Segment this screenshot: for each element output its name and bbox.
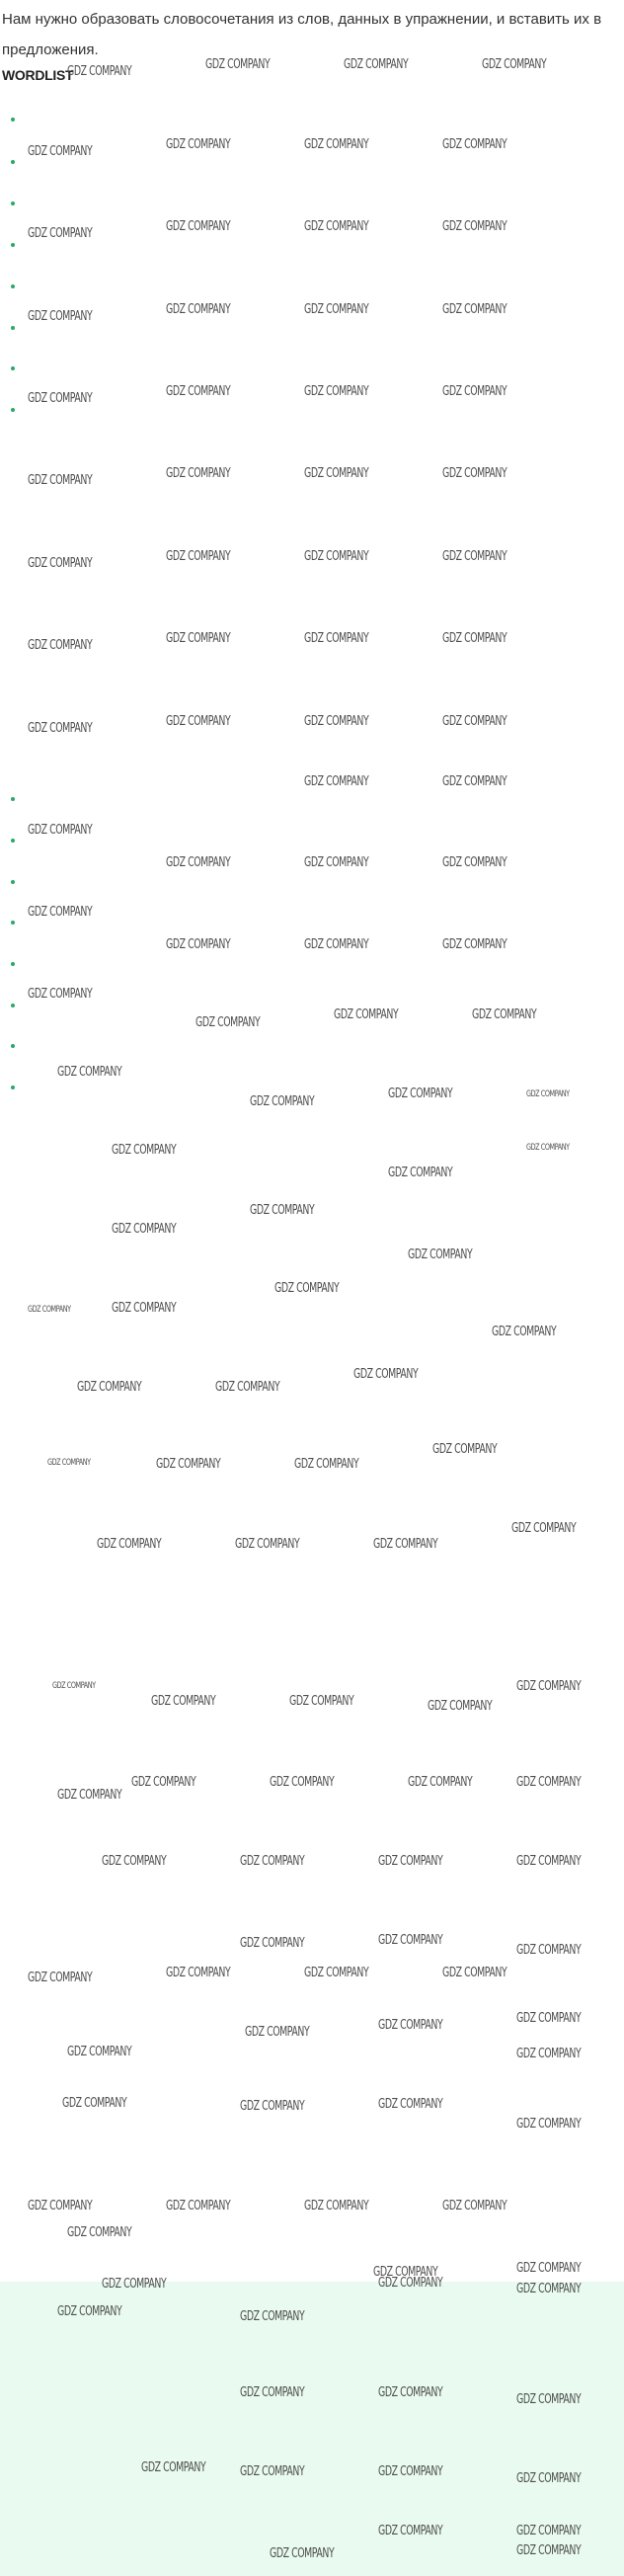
watermark-text: GDZ COMPANY xyxy=(408,1775,473,1790)
watermark-text: GDZ COMPANY xyxy=(28,638,93,653)
watermark-text: GDZ COMPANY xyxy=(28,391,93,406)
watermark-text: GDZ COMPANY xyxy=(67,2045,132,2059)
watermark-text: GDZ COMPANY xyxy=(304,774,369,789)
watermark-text: GDZ COMPANY xyxy=(304,137,369,152)
phrase-item xyxy=(12,788,614,808)
watermark-text: GDZ COMPANY xyxy=(151,1694,216,1709)
watermark-text: GDZ COMPANY xyxy=(166,219,231,234)
phrase-item xyxy=(12,871,614,891)
watermark-text: GDZ COMPANY xyxy=(516,1775,582,1790)
watermark-text: GDZ COMPANY xyxy=(166,1966,231,1980)
watermark-text: GDZ COMPANY xyxy=(28,1971,93,1985)
watermark-text: GDZ COMPANY xyxy=(166,714,231,729)
watermark-text: GDZ COMPANY xyxy=(240,1936,305,1951)
watermark-text: GDZ COMPANY xyxy=(67,2225,132,2240)
watermark-text: GDZ COMPANY xyxy=(141,2460,206,2475)
watermark-text: GDZ COMPANY xyxy=(442,466,507,481)
answer-box xyxy=(0,2282,624,2576)
wordlist-item xyxy=(12,151,614,171)
wordlist-item xyxy=(12,109,614,128)
watermark-text: GDZ COMPANY xyxy=(353,1367,419,1382)
watermark-text: GDZ COMPANY xyxy=(516,2011,582,2026)
watermark-text: GDZ COMPANY xyxy=(378,2018,443,2033)
watermark-text: GDZ COMPANY xyxy=(516,2392,582,2407)
watermark-text: GDZ COMPANY xyxy=(240,2464,305,2479)
phrase-item xyxy=(12,830,614,849)
watermark-text: GDZ COMPANY xyxy=(195,1015,261,1030)
watermark-text: GDZ COMPANY xyxy=(334,1007,399,1022)
watermark-text: GDZ COMPANY xyxy=(28,987,93,1002)
watermark-text: GDZ COMPANY xyxy=(294,1457,359,1472)
watermark-text: GDZ COMPANY xyxy=(270,1775,335,1790)
watermark-text: GDZ COMPANY xyxy=(432,1442,498,1457)
watermark-text: GDZ COMPANY xyxy=(442,384,507,399)
watermark-text: GDZ COMPANY xyxy=(112,1301,177,1316)
watermark-text: GDZ COMPANY xyxy=(304,937,369,952)
wordlist-title: WORDLIST xyxy=(2,67,74,83)
watermark-text: GDZ COMPANY xyxy=(304,631,369,646)
watermark-text: GDZ COMPANY xyxy=(373,2265,438,2280)
watermark-text: GDZ COMPANY xyxy=(250,1094,315,1109)
watermark-text: GDZ COMPANY xyxy=(28,144,93,159)
watermark-text: GDZ COMPANY xyxy=(28,905,93,920)
watermark-text: GDZ COMPANY xyxy=(270,2546,335,2561)
wordlist-item xyxy=(12,234,614,254)
watermark-text: GDZ COMPANY xyxy=(240,2099,305,2114)
phrase-item xyxy=(12,953,614,973)
phrase-item xyxy=(12,1035,614,1055)
watermark-text: GDZ COMPANY xyxy=(304,384,369,399)
watermark-text: GDZ COMPANY xyxy=(240,1854,305,1869)
intro-text: Нам нужно образовать словосочетания из слов, данных в упражнении, и вставить их в предложения. xyxy=(2,11,602,58)
watermark-text: GDZ COMPANY xyxy=(378,2464,443,2479)
watermark-text: GDZ COMPANY xyxy=(526,1089,570,1099)
watermark-text: GDZ COMPANY xyxy=(442,1966,507,1980)
watermark-text: GDZ COMPANY xyxy=(442,219,507,234)
watermark-text: GDZ COMPANY xyxy=(102,2277,167,2292)
watermark-text: GDZ COMPANY xyxy=(492,1325,557,1339)
watermark-text: GDZ COMPANY xyxy=(442,714,507,729)
watermark-text: GDZ COMPANY xyxy=(166,549,231,564)
watermark-text: GDZ COMPANY xyxy=(131,1775,196,1790)
watermark-text: GDZ COMPANY xyxy=(166,137,231,152)
watermark-text: GDZ COMPANY xyxy=(240,2385,305,2400)
watermark-text: GDZ COMPANY xyxy=(516,2047,582,2061)
watermark-text: GDZ COMPANY xyxy=(516,1854,582,1869)
watermark-text: GDZ COMPANY xyxy=(516,2261,582,2276)
watermark-text: GDZ COMPANY xyxy=(112,1222,177,1237)
phrase-item xyxy=(12,1077,614,1096)
watermark-text: GDZ COMPANY xyxy=(57,1788,122,1803)
wordlist-item xyxy=(12,317,614,337)
watermark-text: GDZ COMPANY xyxy=(166,2199,231,2214)
watermark-text: GDZ COMPANY xyxy=(526,1143,570,1153)
watermark-text: GDZ COMPANY xyxy=(304,855,369,870)
watermark-text: GDZ COMPANY xyxy=(408,1248,473,1262)
watermark-text: GDZ COMPANY xyxy=(304,1966,369,1980)
watermark-text: GDZ COMPANY xyxy=(304,466,369,481)
watermark-text: GDZ COMPANY xyxy=(235,1537,300,1552)
watermark-text: GDZ COMPANY xyxy=(378,1933,443,1948)
watermark-text: GDZ COMPANY xyxy=(304,549,369,564)
watermark-text: GDZ COMPANY xyxy=(52,1681,96,1691)
watermark-text: GDZ COMPANY xyxy=(57,2304,122,2319)
watermark-text: GDZ COMPANY xyxy=(442,549,507,564)
wordlist-item xyxy=(12,358,614,377)
watermark-text: GDZ COMPANY xyxy=(245,2025,310,2040)
watermark-text: GDZ COMPANY xyxy=(516,2282,582,2296)
watermark-text: GDZ COMPANY xyxy=(28,309,93,324)
watermark-text: GDZ COMPANY xyxy=(97,1537,162,1552)
watermark-text: GDZ COMPANY xyxy=(102,1854,167,1869)
watermark-text: GDZ COMPANY xyxy=(516,2471,582,2486)
watermark-text: GDZ COMPANY xyxy=(28,1305,71,1315)
watermark-text: GDZ COMPANY xyxy=(516,1679,582,1694)
watermark-text: GDZ COMPANY xyxy=(388,1166,453,1180)
watermark-text: GDZ COMPANY xyxy=(156,1457,221,1472)
watermark-text: GDZ COMPANY xyxy=(250,1203,315,1218)
watermark-text: GDZ COMPANY xyxy=(77,1380,142,1395)
watermark-text: GDZ COMPANY xyxy=(28,226,93,241)
watermark-text: GDZ COMPANY xyxy=(112,1143,177,1158)
watermark-text: GDZ COMPANY xyxy=(166,384,231,399)
watermark-text: GDZ COMPANY xyxy=(428,1699,493,1714)
watermark-text: GDZ COMPANY xyxy=(304,219,369,234)
watermark-text: GDZ COMPANY xyxy=(205,57,271,72)
phrase-item xyxy=(12,995,614,1014)
watermark-text: GDZ COMPANY xyxy=(304,714,369,729)
watermark-text: GDZ COMPANY xyxy=(516,2543,582,2558)
watermark-text: GDZ COMPANY xyxy=(442,631,507,646)
watermark-text: GDZ COMPANY xyxy=(215,1380,280,1395)
watermark-text: GDZ COMPANY xyxy=(166,466,231,481)
watermark-text: GDZ COMPANY xyxy=(28,556,93,571)
wordlist-item xyxy=(12,399,614,419)
watermark-text: GDZ COMPANY xyxy=(373,1537,438,1552)
watermark-text: GDZ COMPANY xyxy=(378,2097,443,2112)
wordlist-item xyxy=(12,193,614,212)
watermark-text: GDZ COMPANY xyxy=(472,1007,537,1022)
watermark-text: GDZ COMPANY xyxy=(304,2199,369,2214)
watermark-text: GDZ COMPANY xyxy=(28,823,93,838)
watermark-text: GDZ COMPANY xyxy=(240,2309,305,2324)
watermark-text: GDZ COMPANY xyxy=(442,937,507,952)
watermark-text: GDZ COMPANY xyxy=(442,774,507,789)
watermark-text: GDZ COMPANY xyxy=(378,2276,443,2291)
watermark-text: GDZ COMPANY xyxy=(442,855,507,870)
watermark-text: GDZ COMPANY xyxy=(28,721,93,736)
phrase-item xyxy=(12,912,614,931)
watermark-text: GDZ COMPANY xyxy=(378,2385,443,2400)
watermark-text: GDZ COMPANY xyxy=(28,473,93,488)
watermark-text: GDZ COMPANY xyxy=(166,631,231,646)
watermark-text: GDZ COMPANY xyxy=(482,57,547,72)
watermark-text: GDZ COMPANY xyxy=(62,2096,127,2111)
watermark-text: GDZ COMPANY xyxy=(304,302,369,317)
watermark-text: GDZ COMPANY xyxy=(28,2199,93,2214)
watermark-text: GDZ COMPANY xyxy=(47,1458,91,1468)
watermark-text: GDZ COMPANY xyxy=(378,2524,443,2538)
watermark-text: GDZ COMPANY xyxy=(57,1065,122,1080)
watermark-text: GDZ COMPANY xyxy=(344,57,409,72)
watermark-text: GDZ COMPANY xyxy=(378,1854,443,1869)
watermark-text: GDZ COMPANY xyxy=(388,1087,453,1101)
watermark-text: GDZ COMPANY xyxy=(289,1694,354,1709)
watermark-text: GDZ COMPANY xyxy=(67,64,132,79)
watermark-text: GDZ COMPANY xyxy=(516,2117,582,2132)
watermark-text: GDZ COMPANY xyxy=(166,302,231,317)
watermark-text: GDZ COMPANY xyxy=(166,855,231,870)
watermark-text: GDZ COMPANY xyxy=(166,937,231,952)
watermark-text: GDZ COMPANY xyxy=(516,1943,582,1958)
watermark-text: GDZ COMPANY xyxy=(516,2524,582,2538)
wordlist-item xyxy=(12,276,614,295)
watermark-text: GDZ COMPANY xyxy=(442,2199,507,2214)
watermark-text: GDZ COMPANY xyxy=(274,1281,340,1296)
watermark-text: GDZ COMPANY xyxy=(442,137,507,152)
watermark-text: GDZ COMPANY xyxy=(511,1521,577,1536)
watermark-text: GDZ COMPANY xyxy=(442,302,507,317)
